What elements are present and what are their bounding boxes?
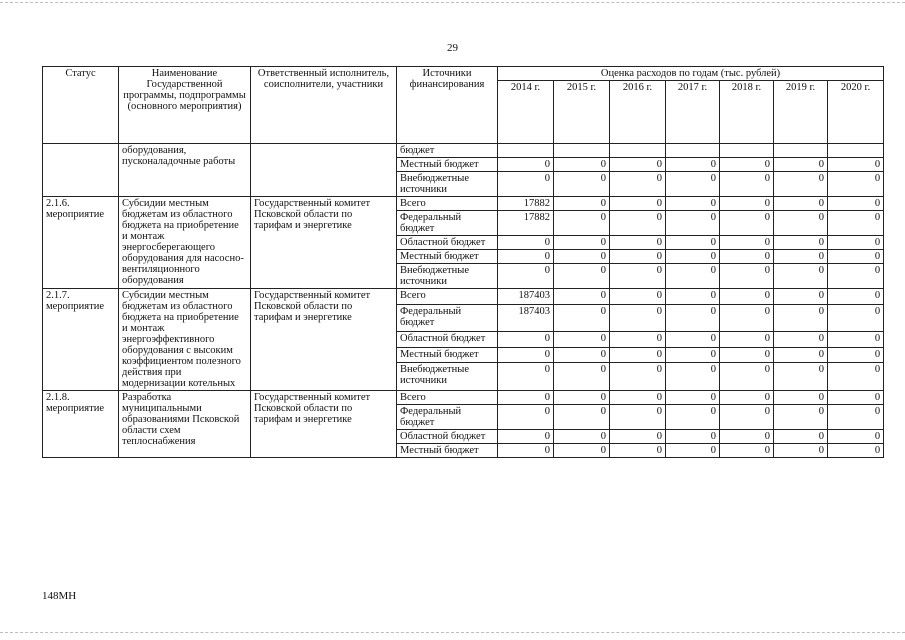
amount-cell: 0	[774, 172, 828, 197]
amount-cell: 0	[774, 236, 828, 250]
amount-cell: 0	[610, 289, 666, 305]
amount-cell: 0	[610, 197, 666, 211]
amount-cell: 0	[774, 430, 828, 444]
amount-cell: 0	[498, 363, 554, 391]
amount-cell: 0	[554, 430, 610, 444]
amount-cell: 187403	[498, 304, 554, 332]
amount-cell: 0	[666, 363, 720, 391]
program-name-cell: Субсидии местным бюджетам из областного бюджета на приобретение и монтаж энергоэффективного оборудования с высоким коэффициентом полезного действия при модернизации котельных	[119, 289, 251, 391]
funding-source-cell: бюджет	[397, 144, 498, 158]
funding-source-cell: Всего	[397, 197, 498, 211]
amount-cell	[828, 144, 884, 158]
amount-cell: 0	[554, 347, 610, 363]
funding-source-cell: Областной бюджет	[397, 332, 498, 348]
amount-cell: 0	[774, 158, 828, 172]
amount-cell: 0	[720, 289, 774, 305]
amount-cell: 0	[720, 304, 774, 332]
amount-cell: 0	[828, 391, 884, 405]
amount-cell	[774, 144, 828, 158]
amount-cell: 0	[774, 264, 828, 289]
amount-cell: 0	[666, 304, 720, 332]
amount-cell: 0	[720, 444, 774, 458]
amount-cell	[666, 144, 720, 158]
amount-cell: 0	[828, 444, 884, 458]
amount-cell: 0	[774, 363, 828, 391]
amount-cell: 0	[666, 430, 720, 444]
funding-source-cell: Федеральный бюджет	[397, 304, 498, 332]
amount-cell: 0	[720, 391, 774, 405]
amount-cell: 0	[828, 405, 884, 430]
amount-cell: 0	[720, 347, 774, 363]
table-body	[43, 144, 884, 458]
amount-cell: 0	[666, 158, 720, 172]
funding-source-cell: Федеральный бюджет	[397, 405, 498, 430]
amount-cell: 0	[498, 444, 554, 458]
amount-cell: 0	[720, 250, 774, 264]
funding-source-cell: Местный бюджет	[397, 347, 498, 363]
header-year: 2014 г.	[498, 81, 554, 144]
status-cell	[43, 144, 119, 197]
header-responsible: Ответственный исполнитель, соисполнители, участники	[251, 67, 397, 144]
amount-cell: 0	[610, 430, 666, 444]
amount-cell: 0	[610, 444, 666, 458]
header-year: 2017 г.	[666, 81, 720, 144]
amount-cell: 0	[774, 405, 828, 430]
amount-cell: 0	[554, 405, 610, 430]
scan-edge-top	[0, 2, 905, 3]
amount-cell: 0	[498, 405, 554, 430]
funding-source-cell: Областной бюджет	[397, 236, 498, 250]
amount-cell: 0	[720, 332, 774, 348]
responsible-cell: Государственный комитет Псковской области по тарифам и энергетике	[251, 197, 397, 289]
amount-cell: 0	[610, 250, 666, 264]
amount-cell: 0	[828, 304, 884, 332]
header-year: 2016 г.	[610, 81, 666, 144]
header-status: Статус	[43, 67, 119, 144]
amount-cell: 0	[610, 391, 666, 405]
amount-cell: 0	[666, 289, 720, 305]
funding-source-cell: Местный бюджет	[397, 158, 498, 172]
amount-cell: 0	[554, 363, 610, 391]
amount-cell: 0	[774, 391, 828, 405]
amount-cell: 0	[828, 236, 884, 250]
amount-cell: 0	[666, 405, 720, 430]
amount-cell: 0	[610, 405, 666, 430]
amount-cell: 0	[720, 264, 774, 289]
amount-cell: 0	[554, 289, 610, 305]
funding-source-cell: Областной бюджет	[397, 430, 498, 444]
amount-cell	[554, 144, 610, 158]
header-year: 2015 г.	[554, 81, 610, 144]
amount-cell: 187403	[498, 289, 554, 305]
header-year: 2020 г.	[828, 81, 884, 144]
amount-cell: 0	[498, 430, 554, 444]
header-expenses: Оценка расходов по годам (тыс. рублей)	[498, 67, 884, 81]
document-code: 148МН	[42, 590, 77, 602]
amount-cell: 0	[498, 347, 554, 363]
amount-cell: 0	[554, 158, 610, 172]
table-header	[43, 67, 884, 144]
amount-cell: 0	[498, 236, 554, 250]
amount-cell: 0	[666, 332, 720, 348]
amount-cell: 0	[828, 363, 884, 391]
header-year: 2018 г.	[720, 81, 774, 144]
amount-cell: 0	[498, 332, 554, 348]
responsible-cell	[251, 144, 397, 197]
budget-table	[42, 66, 884, 458]
amount-cell: 0	[720, 158, 774, 172]
amount-cell: 0	[720, 430, 774, 444]
amount-cell: 0	[774, 332, 828, 348]
funding-source-cell: Всего	[397, 391, 498, 405]
amount-cell: 0	[554, 304, 610, 332]
amount-cell: 0	[720, 405, 774, 430]
responsible-cell: Государственный комитет Псковской области по тарифам и энергетике	[251, 289, 397, 391]
amount-cell: 0	[498, 158, 554, 172]
header-program-name: Наименование Государственной программы, подпрограммы (основного мероприятия)	[119, 67, 251, 144]
amount-cell: 0	[610, 347, 666, 363]
funding-source-cell: Внебюджетные источники	[397, 363, 498, 391]
program-name-cell: Субсидии местным бюджетам из областного бюджета на приобретение и монтаж энергосберегающего оборудования для насосно-вентиляционного оборудования	[119, 197, 251, 289]
amount-cell: 0	[666, 172, 720, 197]
amount-cell: 0	[498, 250, 554, 264]
amount-cell: 0	[554, 332, 610, 348]
amount-cell: 0	[666, 264, 720, 289]
amount-cell: 0	[828, 211, 884, 236]
program-name-cell: Разработка муниципальными образованиями Псковской области схем теплоснабжения	[119, 391, 251, 458]
amount-cell: 0	[774, 444, 828, 458]
amount-cell: 0	[774, 197, 828, 211]
amount-cell: 0	[828, 264, 884, 289]
scan-edge-bottom	[0, 632, 905, 633]
amount-cell: 0	[828, 347, 884, 363]
amount-cell: 0	[610, 211, 666, 236]
amount-cell: 0	[554, 391, 610, 405]
amount-cell: 0	[828, 250, 884, 264]
amount-cell: 0	[720, 172, 774, 197]
status-cell: 2.1.7. мероприятие	[43, 289, 119, 391]
amount-cell: 0	[610, 158, 666, 172]
amount-cell	[610, 144, 666, 158]
amount-cell: 0	[498, 264, 554, 289]
amount-cell: 0	[554, 172, 610, 197]
amount-cell: 0	[554, 236, 610, 250]
status-cell: 2.1.6. мероприятие	[43, 197, 119, 289]
amount-cell: 0	[610, 236, 666, 250]
amount-cell: 0	[554, 211, 610, 236]
program-name-cell: оборудования, пусконаладочные работы	[119, 144, 251, 197]
amount-cell: 0	[720, 236, 774, 250]
amount-cell: 0	[720, 197, 774, 211]
amount-cell: 0	[828, 289, 884, 305]
amount-cell: 0	[774, 289, 828, 305]
amount-cell	[498, 144, 554, 158]
amount-cell: 0	[610, 363, 666, 391]
funding-source-cell: Всего	[397, 289, 498, 305]
amount-cell: 0	[720, 363, 774, 391]
amount-cell: 0	[828, 172, 884, 197]
amount-cell: 0	[610, 264, 666, 289]
funding-source-cell: Внебюджетные источники	[397, 172, 498, 197]
table-row	[43, 144, 884, 158]
amount-cell: 17882	[498, 197, 554, 211]
amount-cell	[720, 144, 774, 158]
table-row	[43, 391, 884, 405]
amount-cell: 0	[610, 332, 666, 348]
amount-cell: 0	[720, 211, 774, 236]
amount-cell: 0	[554, 250, 610, 264]
amount-cell: 0	[666, 211, 720, 236]
amount-cell: 0	[828, 430, 884, 444]
funding-source-cell: Местный бюджет	[397, 444, 498, 458]
amount-cell: 17882	[498, 211, 554, 236]
header-funding-sources: Источники финансирования	[397, 67, 498, 144]
funding-source-cell: Внебюджетные источники	[397, 264, 498, 289]
amount-cell: 0	[828, 158, 884, 172]
amount-cell: 0	[554, 444, 610, 458]
amount-cell: 0	[666, 250, 720, 264]
responsible-cell: Государственный комитет Псковской области по тарифам и энергетике	[251, 391, 397, 458]
amount-cell: 0	[610, 172, 666, 197]
amount-cell: 0	[828, 332, 884, 348]
amount-cell: 0	[666, 391, 720, 405]
page-number: 29	[447, 42, 458, 54]
amount-cell: 0	[554, 264, 610, 289]
funding-source-cell: Федеральный бюджет	[397, 211, 498, 236]
amount-cell: 0	[666, 236, 720, 250]
amount-cell: 0	[554, 197, 610, 211]
amount-cell: 0	[666, 347, 720, 363]
amount-cell: 0	[774, 250, 828, 264]
amount-cell: 0	[774, 347, 828, 363]
amount-cell: 0	[666, 197, 720, 211]
amount-cell: 0	[610, 304, 666, 332]
amount-cell: 0	[774, 304, 828, 332]
funding-source-cell: Местный бюджет	[397, 250, 498, 264]
amount-cell: 0	[498, 391, 554, 405]
header-year: 2019 г.	[774, 81, 828, 144]
table-row	[43, 197, 884, 211]
amount-cell: 0	[828, 197, 884, 211]
amount-cell: 0	[666, 444, 720, 458]
status-cell: 2.1.8. мероприятие	[43, 391, 119, 458]
amount-cell: 0	[774, 211, 828, 236]
amount-cell: 0	[498, 172, 554, 197]
table-row	[43, 289, 884, 305]
